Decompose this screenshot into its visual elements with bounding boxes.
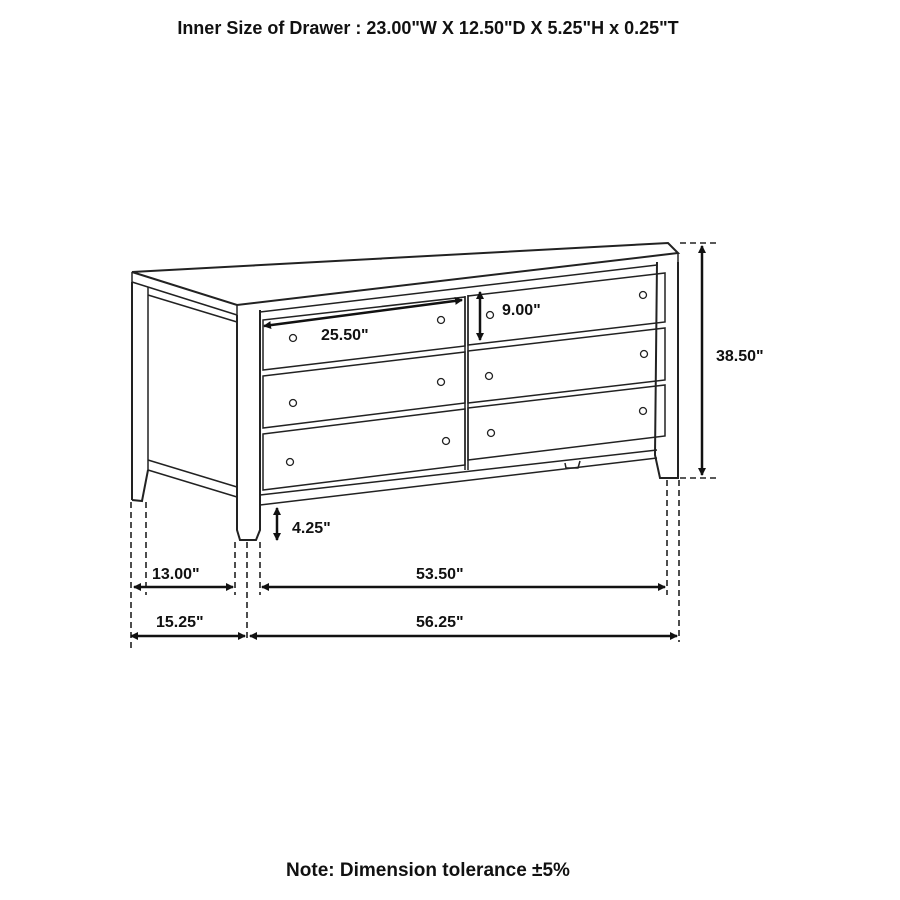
- tolerance-note: Note: Dimension tolerance ±5%: [286, 860, 570, 881]
- leg-height-label: 4.25": [292, 520, 331, 537]
- drawer-mid-right: [468, 328, 665, 403]
- drawer-inner-size-title: Inner Size of Drawer : 23.00"W X 12.50"D X 5.25"H x 0.25"T: [177, 18, 679, 38]
- total-depth-label: 15.25": [156, 614, 204, 631]
- drawer-mid-left: [263, 352, 465, 428]
- drawer-height-label: 9.00": [502, 302, 541, 319]
- inner-width-label: 53.50": [416, 566, 464, 583]
- drawer-width-label: 25.50": [321, 327, 369, 344]
- total-height-label: 38.50": [716, 348, 764, 365]
- drawer-bottom-left: [263, 409, 465, 490]
- drawers: [263, 273, 665, 490]
- inner-depth-label: 13.00": [152, 566, 200, 583]
- drawer-bottom-right: [468, 385, 665, 460]
- total-width-label: 56.25": [416, 614, 464, 631]
- dresser-outline: [132, 243, 678, 540]
- dimension-lines: [131, 243, 718, 650]
